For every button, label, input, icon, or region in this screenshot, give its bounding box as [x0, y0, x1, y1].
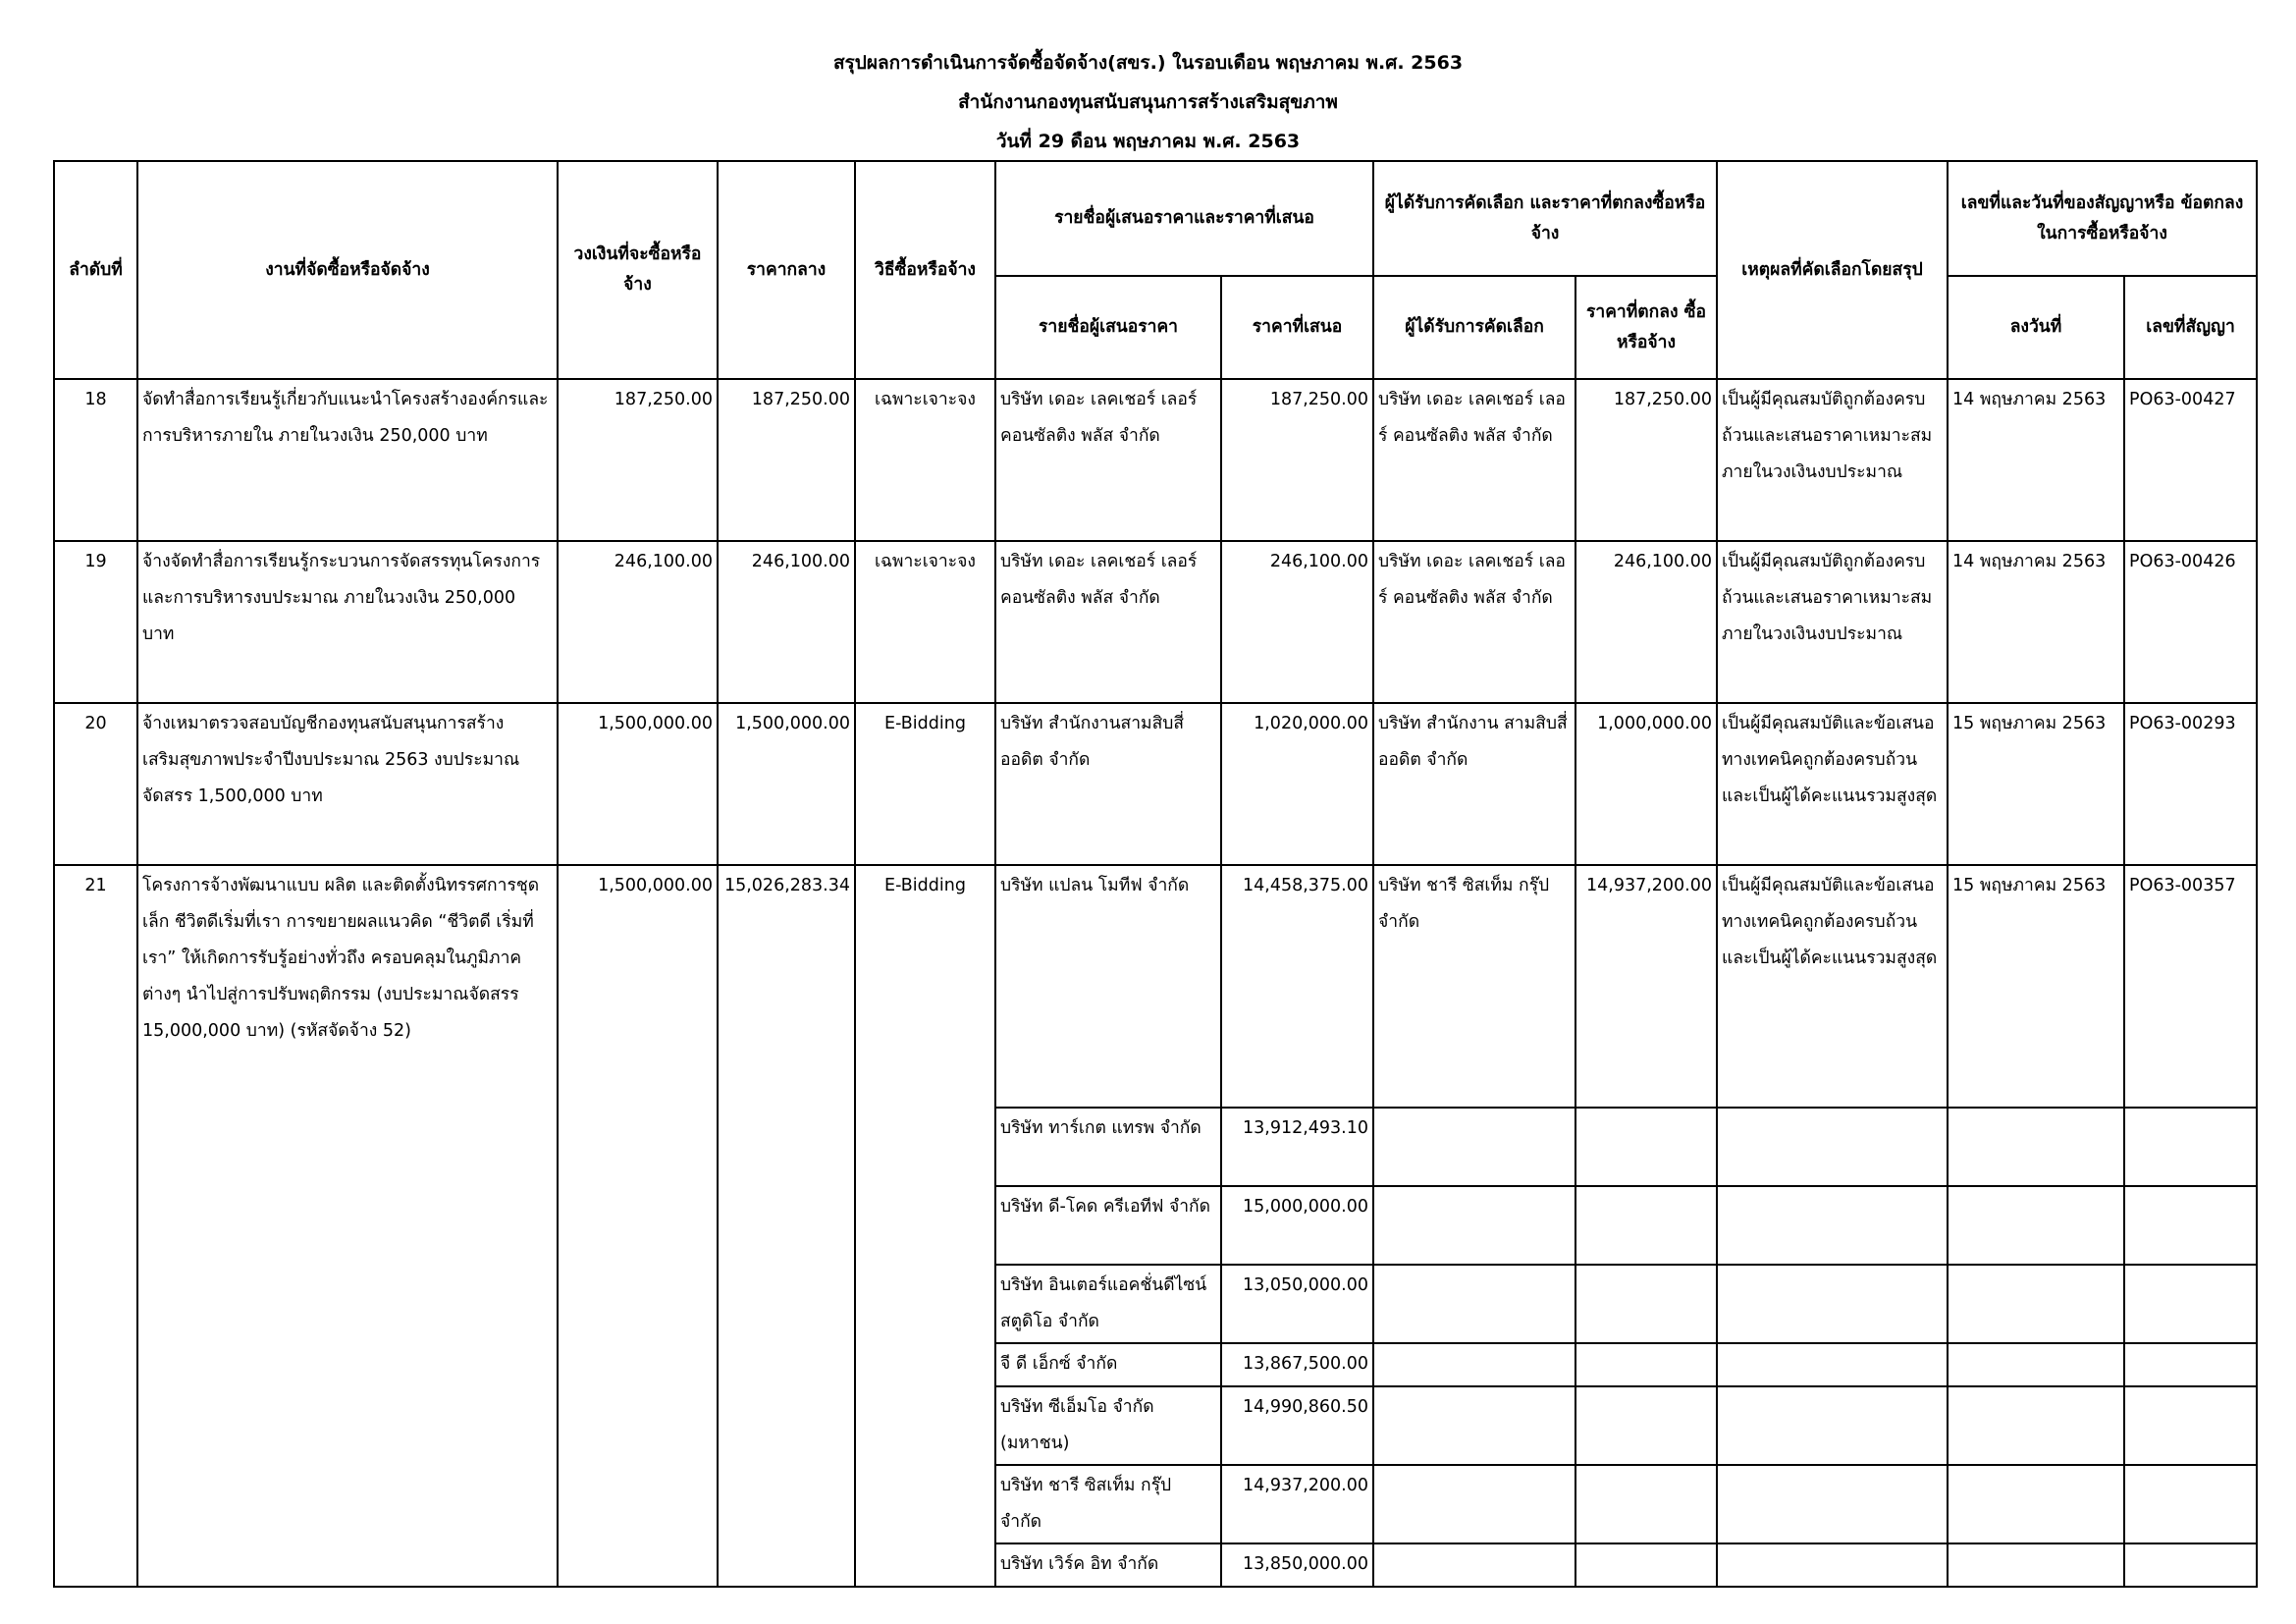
col-header-bidder-name: รายชื่อผู้เสนอราคา: [995, 276, 1221, 379]
title-line-3: วันที่ 29 ดือน พฤษภาคม พ.ศ. 2563: [995, 131, 1301, 152]
row-contract-date: 14 พฤษภาคม 2563: [1948, 379, 2124, 541]
row-reason: เป็นผู้มีคุณสมบัติถูกต้องครบถ้วนและเสนอราคาเหมาะสมภายในวงเงินงบประมาณ: [1717, 541, 1948, 703]
col-header-agreed-price: ราคาที่ตกลง ซื้อหรือจ้าง: [1575, 276, 1717, 379]
bidder-price: 14,990,860.50: [1221, 1386, 1373, 1465]
row-agreed-price: 1,000,000.00: [1575, 703, 1717, 865]
row-no: 19: [54, 541, 137, 703]
row-selected: บริษัท สำนักงาน สามสิบสี่ ออดิต จำกัด: [1373, 703, 1575, 865]
row-median: 246,100.00: [718, 541, 855, 703]
row-budget: 187,250.00: [558, 379, 718, 541]
row-selected: บริษัท เดอะ เลคเชอร์ เลอร์ คอนซัลติง พลัส จำกัด: [1373, 379, 1575, 541]
title-line-1: สรุปผลการดำเนินการจัดซื้อจัดจ้าง(สขร.) ในรอบเดือน พฤษภาคม พ.ศ. 2563: [832, 52, 1464, 74]
row-bid-price: 1,020,000.00: [1221, 703, 1373, 865]
title-line-2: สำนักงานกองทุนสนับสนุนการสร้างเสริมสุขภาพ: [958, 91, 1338, 113]
row-contract-no: PO63-00427: [2124, 379, 2257, 541]
bidder-price: 13,867,500.00: [1221, 1343, 1373, 1386]
row-bid-price: 187,250.00: [1221, 379, 1373, 541]
row-selected: บริษัท เดอะ เลคเชอร์ เลอร์ คอนซัลติง พลัส จำกัด: [1373, 541, 1575, 703]
bidder-name: บริษัท ทาร์เกต แทรพ จำกัด: [995, 1108, 1221, 1186]
row-no: 21: [54, 865, 137, 1587]
bidder-price: 13,850,000.00: [1221, 1543, 1373, 1587]
row-contract-no: PO63-00357: [2124, 865, 2257, 1108]
document-header: [0, 43, 2296, 161]
table-row: [54, 703, 2257, 865]
table-row: [54, 865, 2257, 1108]
col-header-contract-group: เลขที่และวันที่ของสัญญาหรือ ข้อตกลงในการซื้อหรือจ้าง: [1948, 161, 2257, 276]
row-budget: 1,500,000.00: [558, 865, 718, 1587]
bidder-name: บริษัท ชารี ซิสเท็ม กรุ๊ป จำกัด: [995, 1465, 1221, 1543]
row-median: 15,026,283.34: [718, 865, 855, 1587]
row-bidder: บริษัท เดอะ เลคเชอร์ เลอร์ คอนซัลติง พลัส จำกัด: [995, 541, 1221, 703]
row-reason: เป็นผู้มีคุณสมบัติถูกต้องครบถ้วนและเสนอราคาเหมาะสมภายในวงเงินงบประมาณ: [1717, 379, 1948, 541]
bidder-name: บริษัท ดี-โคด ครีเอทีฟ จำกัด: [995, 1186, 1221, 1265]
row-budget: 246,100.00: [558, 541, 718, 703]
table-row: [54, 379, 2257, 541]
row-bidder: บริษัท สำนักงานสามสิบสี่ ออดิต จำกัด: [995, 703, 1221, 865]
bidder-name: บริษัท เวิร์ค อิท จำกัด: [995, 1543, 1221, 1587]
col-header-bid-price: ราคาที่เสนอ: [1221, 276, 1373, 379]
row-contract-no: PO63-00426: [2124, 541, 2257, 703]
bidder-price: 14,937,200.00: [1221, 1465, 1373, 1543]
row-agreed-price: 14,937,200.00: [1575, 865, 1717, 1108]
row-contract-date: 14 พฤษภาคม 2563: [1948, 541, 2124, 703]
row-contract-no: PO63-00293: [2124, 703, 2257, 865]
row-work: จ้างจัดทำสื่อการเรียนรู้กระบวนการจัดสรรทุนโครงการ และการบริหารงบประมาณ ภายในวงเงิน 250,000 บาท: [137, 541, 558, 703]
bidder-name: บริษัท อินเตอร์แอคชั่นดีไซน์สตูดิโอ จำกัด: [995, 1265, 1221, 1343]
row-bid-price: 246,100.00: [1221, 541, 1373, 703]
row-contract-date: 15 พฤษภาคม 2563: [1948, 865, 2124, 1108]
row-bidder: บริษัท แปลน โมทีฟ จำกัด: [995, 865, 1221, 1108]
col-header-selected-name: ผู้ได้รับการคัดเลือก: [1373, 276, 1575, 379]
row-work: จัดทำสื่อการเรียนรู้เกี่ยวกับแนะนำโครงสร้างองค์กรและการบริหารภายใน ภายในวงเงิน 250,000 บาท: [137, 379, 558, 541]
col-header-contract-date: ลงวันที่: [1948, 276, 2124, 379]
bidder-name: จี ดี เอ็กซ์ จำกัด: [995, 1343, 1221, 1386]
col-header-method: วิธีซื้อหรือจ้าง: [855, 161, 995, 379]
row-no: 18: [54, 379, 137, 541]
row-contract-date: 15 พฤษภาคม 2563: [1948, 703, 2124, 865]
col-header-contract-no: เลขที่สัญญา: [2124, 276, 2257, 379]
row-agreed-price: 246,100.00: [1575, 541, 1717, 703]
row-bidder: บริษัท เดอะ เลคเชอร์ เลอร์ คอนซัลติง พลัส จำกัด: [995, 379, 1221, 541]
col-header-budget: วงเงินที่จะซื้อหรือจ้าง: [558, 161, 718, 379]
col-header-median: ราคากลาง: [718, 161, 855, 379]
row-bid-price: 14,458,375.00: [1221, 865, 1373, 1108]
bidder-price: 13,912,493.10: [1221, 1108, 1373, 1186]
row-method: E-Bidding: [855, 703, 995, 865]
procurement-table: [53, 160, 2258, 1588]
bidder-name: บริษัท ซีเอ็มโอ จำกัด (มหาชน): [995, 1386, 1221, 1465]
row-median: 187,250.00: [718, 379, 855, 541]
bidder-price: 13,050,000.00: [1221, 1265, 1373, 1343]
row-work: จ้างเหมาตรวจสอบบัญชีกองทุนสนับสนุนการสร้างเสริมสุขภาพประจำปีงบประมาณ 2563 งบประมาณจัดสรร 1,500,000 บาท: [137, 703, 558, 865]
col-header-selected-group: ผู้ได้รับการคัดเลือก และราคาที่ตกลงซื้อหรือจ้าง: [1373, 161, 1717, 276]
row-median: 1,500,000.00: [718, 703, 855, 865]
col-header-reason: เหตุผลที่คัดเลือกโดยสรุป: [1717, 161, 1948, 379]
col-header-work: งานที่จัดซื้อหรือจัดจ้าง: [137, 161, 558, 379]
row-no: 20: [54, 703, 137, 865]
table-row: [54, 541, 2257, 703]
row-reason: เป็นผู้มีคุณสมบัติและข้อเสนอทางเทคนิคถูกต้องครบถ้วนและเป็นผู้ได้คะแนนรวมสูงสุด: [1717, 865, 1948, 1108]
row-agreed-price: 187,250.00: [1575, 379, 1717, 541]
col-header-no: ลำดับที่: [54, 161, 137, 379]
row-method: เฉพาะเจาะจง: [855, 541, 995, 703]
row-reason: เป็นผู้มีคุณสมบัติและข้อเสนอทางเทคนิคถูกต้องครบถ้วนและเป็นผู้ได้คะแนนรวมสูงสุด: [1717, 703, 1948, 865]
row-work: โครงการจ้างพัฒนาแบบ ผลิต และติดตั้งนิทรรศการชุดเล็ก ชีวิตดีเริ่มที่เรา การขยายผลแนวคิด “ชีวิตดี เริ่มที่เรา” ให้เกิดการรับรู้อย่างทั่วถึง ครอบคลุมในภูมิภาคต่างๆ นำไปสู่การปรับพฤติกรรม (งบประมาณจัดสรร 15,000,000 บาท) (รหัสจัดจ้าง 52): [137, 865, 558, 1587]
row-budget: 1,500,000.00: [558, 703, 718, 865]
bidder-price: 15,000,000.00: [1221, 1186, 1373, 1265]
col-header-bidders-group: รายชื่อผู้เสนอราคาและราคาที่เสนอ: [995, 161, 1373, 276]
row-method: E-Bidding: [855, 865, 995, 1587]
header-row-1: [54, 161, 2257, 276]
row-selected: บริษัท ชารี ซิสเท็ม กรุ๊ป จำกัด: [1373, 865, 1575, 1108]
row-method: เฉพาะเจาะจง: [855, 379, 995, 541]
